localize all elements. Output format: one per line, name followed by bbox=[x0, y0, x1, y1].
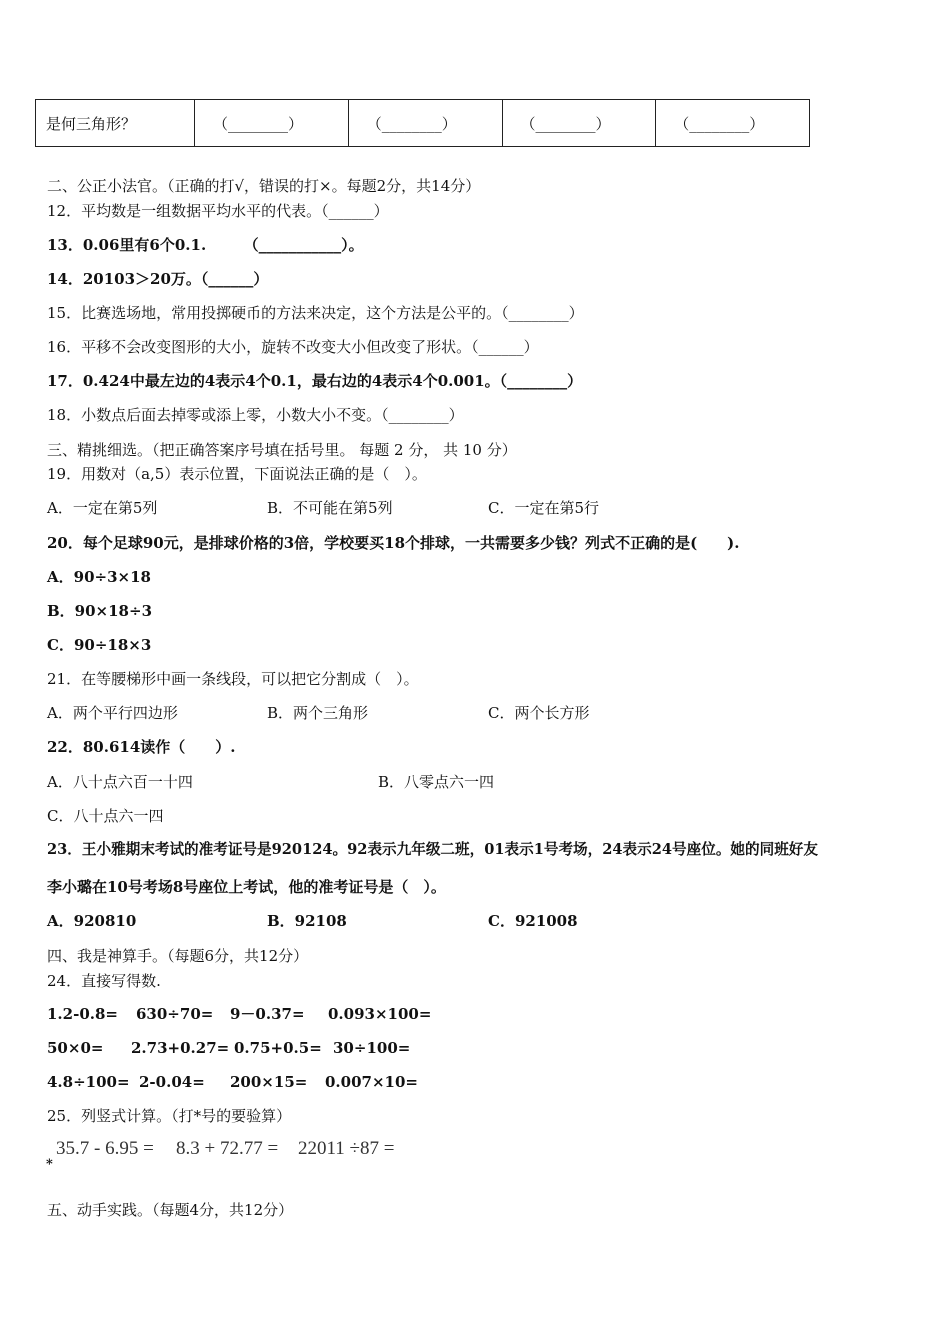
question-25: 25．列竖式计算。（打*号的要验算） bbox=[47, 1107, 292, 1125]
q21-option-b: B．两个三角形 bbox=[267, 704, 369, 722]
oral-calc-item: 200×15= bbox=[230, 1073, 308, 1091]
oral-calc-item: 2.73+0.27= bbox=[131, 1039, 230, 1057]
table-row bbox=[36, 100, 810, 147]
oral-calc-item: 2-0.04= bbox=[139, 1073, 205, 1091]
q19-option-a: A．一定在第5列 bbox=[47, 499, 158, 517]
q19-option-b: B．不可能在第5列 bbox=[267, 499, 393, 517]
question-20: 20．每个足球90元，是排球价格的3倍，学校要买18个排球，一共需要多少钱？列式不正确的是( ). bbox=[47, 534, 740, 552]
q20-option-c: C．90÷18×3 bbox=[47, 636, 152, 654]
table-blank-cell: （________） bbox=[195, 100, 349, 147]
section2-title: 二、公正小法官。（正确的打√，错误的打×。每题2分，共14分） bbox=[47, 177, 481, 195]
verification-star-mark: * bbox=[46, 1157, 53, 1172]
oral-calc-item: 0.007×10= bbox=[325, 1073, 418, 1091]
vertical-calc-item: 22011 ÷87 = bbox=[298, 1138, 395, 1159]
oral-calc-item: 4.8÷100= bbox=[47, 1073, 130, 1091]
question-12: 12．平均数是一组数据平均水平的代表。（______） bbox=[47, 202, 389, 220]
oral-calc-item: 1.2-0.8= bbox=[47, 1005, 118, 1023]
question-19: 19．用数对（a,5）表示位置，下面说法正确的是（ ）。 bbox=[47, 465, 427, 483]
oral-calc-item: 30÷100= bbox=[333, 1039, 411, 1057]
oral-calc-item: 50×0= bbox=[47, 1039, 104, 1057]
question-24: 24．直接写得数. bbox=[47, 972, 161, 990]
question-13: 13．0.06里有6个0.1. （___________）。 bbox=[47, 236, 364, 254]
section3-title: 三、精挑细选。（把正确答案序号填在括号里。 每题 2 分， 共 10 分） bbox=[47, 441, 517, 459]
vertical-calc-item: 35.7 - 6.95 = bbox=[56, 1138, 154, 1159]
triangle-table bbox=[35, 99, 810, 147]
q23-option-a: A．920810 bbox=[47, 912, 137, 930]
question-18: 18．小数点后面去掉零或添上零，小数大小不变。（________） bbox=[47, 406, 464, 424]
oral-calc-item: 0.093×100= bbox=[328, 1005, 432, 1023]
question-23-line1: 23．王小雅期末考试的准考证号是920124。92表示九年级二班，01表示1号考场，24表示24号座位。她的同班好友 bbox=[47, 841, 818, 858]
table-blank-cell: （________） bbox=[502, 100, 656, 147]
question-17: 17．0.424中最左边的4表示4个0.1，最右边的4表示4个0.001。（________） bbox=[47, 372, 583, 390]
table-label-cell: 是何三角形？ bbox=[36, 100, 195, 147]
q20-option-a: A．90÷3×18 bbox=[47, 568, 151, 586]
question-23-line2: 李小璐在10号考场8号座位上考试，他的准考证号是（ ）。 bbox=[47, 878, 446, 896]
q22-option-a: A．八十点六百一十四 bbox=[47, 773, 193, 791]
section4-title: 四、我是神算手。（每题6分，共12分） bbox=[47, 947, 309, 965]
question-22: 22．80.614读作（ ）. bbox=[47, 738, 236, 756]
question-21: 21．在等腰梯形中画一条线段，可以把它分割成（ ）。 bbox=[47, 670, 419, 688]
oral-calc-item: 9－0.37= bbox=[230, 1005, 305, 1023]
table-blank-cell: （________） bbox=[656, 100, 810, 147]
question-16: 16．平移不会改变图形的大小，旋转不改变大小但改变了形状。（______） bbox=[47, 338, 539, 356]
q22-option-b: B．八零点六一四 bbox=[378, 773, 495, 791]
question-15: 15．比赛选场地，常用投掷硬币的方法来决定，这个方法是公平的。（________） bbox=[47, 304, 584, 322]
oral-calc-item: 0.75+0.5= bbox=[234, 1039, 322, 1057]
q21-option-c: C．两个长方形 bbox=[488, 704, 590, 722]
table-blank-cell: （________） bbox=[348, 100, 502, 147]
q19-option-c: C．一定在第5行 bbox=[488, 499, 600, 517]
q22-option-c: C．八十点六一四 bbox=[47, 807, 164, 825]
q23-option-b: B．92108 bbox=[267, 912, 347, 930]
q21-option-a: A．两个平行四边形 bbox=[47, 704, 178, 722]
vertical-calc-item: 8.3 + 72.77 = bbox=[176, 1138, 279, 1159]
question-14: 14．20103＞20万。（______） bbox=[47, 270, 269, 288]
section5-title: 五、动手实践。（每题4分，共12分） bbox=[47, 1201, 294, 1219]
q20-option-b: B．90×18÷3 bbox=[47, 602, 153, 620]
q23-option-c: C．921008 bbox=[488, 912, 578, 930]
oral-calc-item: 630÷70= bbox=[136, 1005, 214, 1023]
